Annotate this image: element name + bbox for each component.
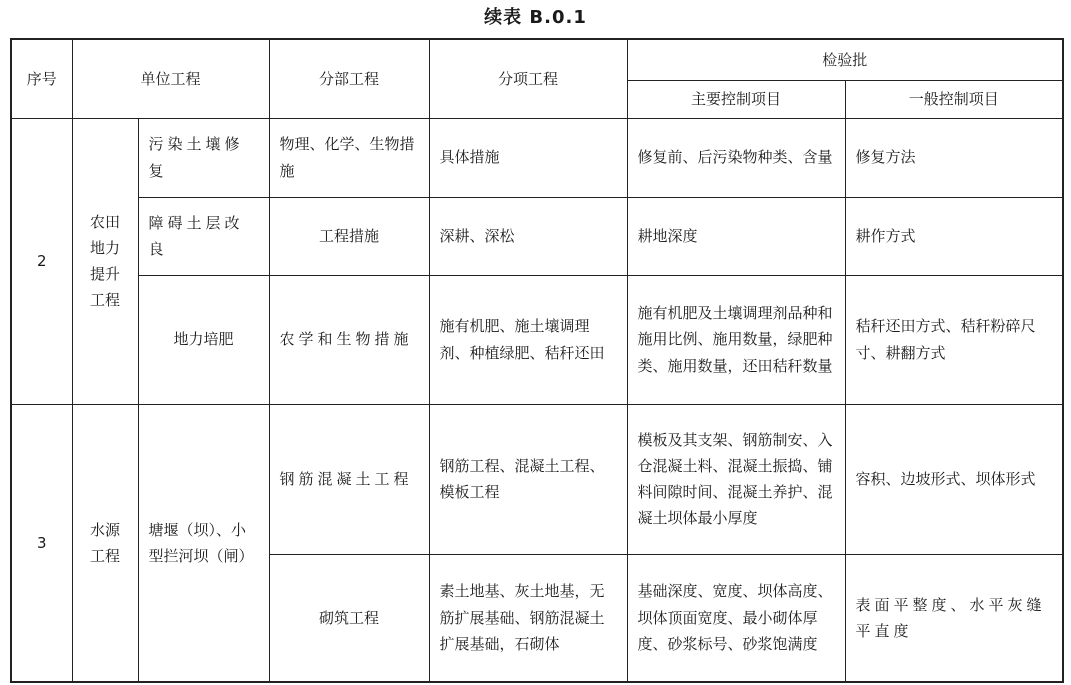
main-control-cell: 施有机肥及土壤调理剂品种和施用比例、施用数量，绿肥种类、施用数量，还田秸秆数量 <box>627 275 845 404</box>
sub-unit-cell: 塘堰（坝）、小型拦河坝（闸） <box>138 404 269 682</box>
unit-project-cell <box>72 118 138 404</box>
subitem-cell: 素土地基、灰土地基，无筋扩展基础、钢筋混凝土扩展基础，石砌体 <box>429 554 627 682</box>
division-cell: 工程措施 <box>269 197 429 275</box>
general-control-cell: 秸秆还田方式、秸秆粉碎尺寸、耕翻方式 <box>845 275 1063 404</box>
seq-cell: 3 <box>11 404 72 682</box>
table-row <box>11 275 1063 404</box>
sub-unit-cell: 障碍土层改良 <box>138 197 269 275</box>
header-unit-project: 单位工程 <box>72 39 269 118</box>
unit-project-cell <box>72 404 138 682</box>
subitem-cell: 施有机肥、施土壤调理剂、种植绿肥、秸秆还田 <box>429 275 627 404</box>
general-control-cell: 修复方法 <box>845 118 1063 197</box>
general-control-cell: 表面平整度、水平灰缝平直度 <box>845 554 1063 682</box>
division-cell: 农学和生物措施 <box>269 275 429 404</box>
unit-project-text: 农田地力提升工程 <box>89 212 120 310</box>
header-inspection-batch: 检验批 <box>627 39 1063 80</box>
table-caption: 续表 B.0.1 <box>484 7 587 28</box>
header-general-control: 一般控制项目 <box>845 80 1063 118</box>
general-control-cell: 容积、边坡形式、坝体形式 <box>845 404 1063 554</box>
main-control-cell: 模板及其支架、钢筋制安、入仓混凝土料、混凝土振捣、铺料间隙时间、混凝土养护、混凝土坝体最小厚度 <box>627 404 845 554</box>
table-row <box>11 404 1063 554</box>
subitem-cell: 深耕、深松 <box>429 197 627 275</box>
main-control-cell: 修复前、后污染物种类、含量 <box>627 118 845 197</box>
general-control-cell: 耕作方式 <box>845 197 1063 275</box>
header-row-1 <box>11 39 1063 80</box>
header-main-control: 主要控制项目 <box>627 80 845 118</box>
main-control-cell: 耕地深度 <box>627 197 845 275</box>
seq-cell: 2 <box>11 118 72 404</box>
unit-project-text: 水源工程 <box>89 520 120 565</box>
division-cell: 砌筑工程 <box>269 554 429 682</box>
header-seq: 序号 <box>11 39 72 118</box>
header-division: 分部工程 <box>269 39 429 118</box>
table-row <box>11 197 1063 275</box>
table-row <box>11 118 1063 197</box>
division-cell: 物理、化学、生物措施 <box>269 118 429 197</box>
subitem-cell: 具体措施 <box>429 118 627 197</box>
header-subitem: 分项工程 <box>429 39 627 118</box>
inspection-table <box>10 38 1064 683</box>
division-cell: 钢筋混凝土工程 <box>269 404 429 554</box>
sub-unit-cell: 地力培肥 <box>138 275 269 404</box>
subitem-cell: 钢筋工程、混凝土工程、模板工程 <box>429 404 627 554</box>
sub-unit-cell: 污染土壤修复 <box>138 118 269 197</box>
main-control-cell: 基础深度、宽度、坝体高度、坝体顶面宽度、最小砌体厚度、砂浆标号、砂浆饱满度 <box>627 554 845 682</box>
